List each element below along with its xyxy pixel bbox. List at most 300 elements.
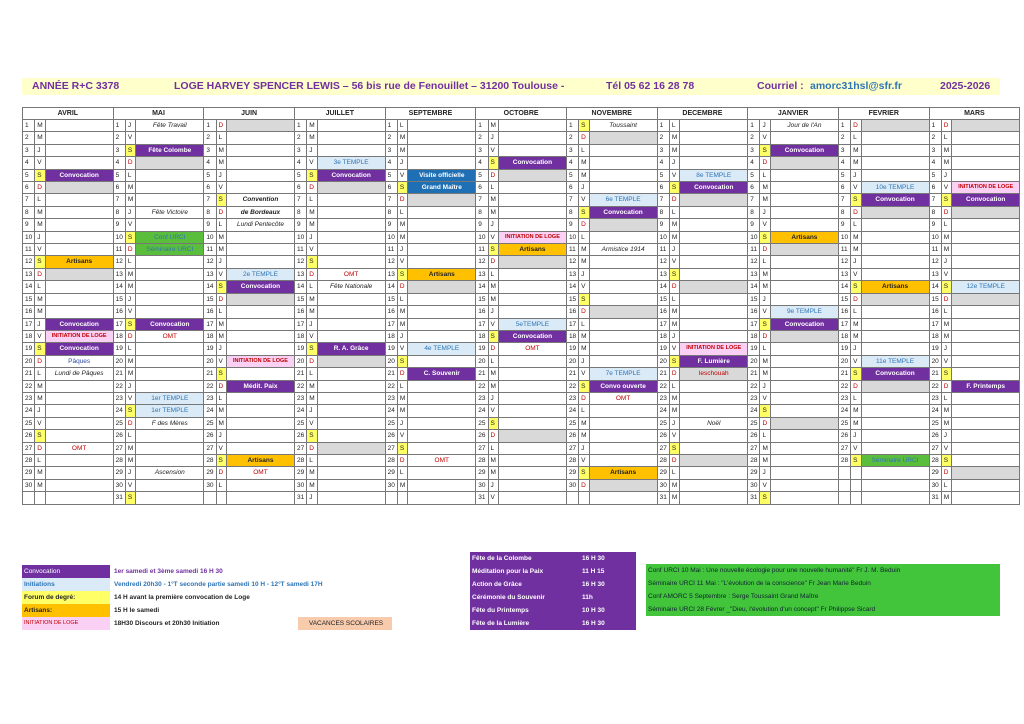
day-letter: J	[307, 318, 317, 330]
day-event	[861, 318, 929, 330]
day-event	[317, 318, 385, 330]
day-number: 7	[204, 194, 216, 206]
day-number: 16	[838, 306, 850, 318]
day-number: 27	[294, 442, 306, 454]
day-number: 24	[204, 405, 216, 417]
day-number: 16	[294, 306, 306, 318]
day-letter: L	[941, 306, 951, 318]
day-letter: J	[125, 293, 135, 305]
day-number: 7	[113, 194, 125, 206]
month-header-octobre: OCTOBRE	[476, 108, 567, 120]
day-number: 2	[23, 132, 35, 144]
day-number: 26	[748, 430, 760, 442]
day-event	[952, 442, 1020, 454]
day-letter: J	[397, 330, 407, 342]
day-number: 15	[294, 293, 306, 305]
day-event	[770, 330, 838, 342]
day-event	[498, 169, 566, 181]
day-letter: J	[851, 256, 861, 268]
day-letter: S	[760, 144, 770, 156]
day-event	[136, 355, 204, 367]
day-letter: V	[760, 306, 770, 318]
legend-text-artisans: 15 H le samedi	[114, 607, 160, 614]
day-letter: M	[760, 454, 770, 466]
day-event	[770, 169, 838, 181]
day-number: 3	[23, 144, 35, 156]
day-event	[770, 467, 838, 479]
day-event	[952, 132, 1020, 144]
day-event	[680, 132, 748, 144]
day-letter: J	[307, 231, 317, 243]
day-event: 7e TEMPLE	[589, 368, 657, 380]
day-number: 21	[476, 368, 488, 380]
legend-text-forum: 14 H avant la première convocation de Loge	[114, 594, 250, 601]
day-letter: D	[307, 182, 317, 194]
day-event	[770, 392, 838, 404]
day-event	[317, 206, 385, 218]
day-letter: J	[669, 157, 679, 169]
calendar-row	[23, 144, 1020, 156]
day-letter: M	[216, 244, 226, 256]
day-event	[861, 206, 929, 218]
day-event: INITIATION DE LOGE	[45, 330, 113, 342]
day-letter: L	[760, 169, 770, 181]
day-event	[317, 442, 385, 454]
day-number: 18	[929, 330, 941, 342]
day-event	[226, 330, 294, 342]
day-number: 7	[23, 194, 35, 206]
day-event: Fête Colombe	[136, 144, 204, 156]
day-number: 5	[476, 169, 488, 181]
day-letter: S	[941, 281, 951, 293]
day-letter: J	[125, 206, 135, 218]
day-event	[952, 206, 1020, 218]
day-letter: M	[669, 219, 679, 231]
day-event	[680, 157, 748, 169]
day-letter: J	[397, 417, 407, 429]
day-number: 26	[23, 430, 35, 442]
day-event	[589, 454, 657, 466]
day-event	[226, 417, 294, 429]
day-number: 16	[566, 306, 578, 318]
day-number: 10	[566, 231, 578, 243]
day-letter: V	[397, 343, 407, 355]
day-number: 4	[657, 157, 669, 169]
day-letter: D	[669, 368, 679, 380]
day-letter: M	[851, 144, 861, 156]
day-number: 13	[294, 268, 306, 280]
day-number: 8	[838, 206, 850, 218]
day-number: 21	[23, 368, 35, 380]
day-event: Conf URCI	[136, 231, 204, 243]
day-letter: J	[760, 293, 770, 305]
day-letter: M	[35, 206, 45, 218]
day-number: 23	[113, 392, 125, 404]
day-event	[45, 132, 113, 144]
day-number: 14	[929, 281, 941, 293]
day-letter: L	[669, 206, 679, 218]
day-event	[45, 417, 113, 429]
day-letter: J	[216, 256, 226, 268]
day-number: 3	[385, 144, 397, 156]
day-event	[136, 380, 204, 392]
day-event	[226, 144, 294, 156]
day-event	[498, 405, 566, 417]
day-number: 26	[294, 430, 306, 442]
conf-item: Conf URCI 10 Mai : Une nouvelle écologie pour une nouvelle humanité" Fr J. M. Beduin	[646, 564, 1000, 577]
calendar-row	[23, 430, 1020, 442]
day-event	[589, 442, 657, 454]
day-number: 9	[566, 219, 578, 231]
day-number	[838, 467, 850, 479]
day-event	[589, 430, 657, 442]
day-number: 5	[294, 169, 306, 181]
day-letter: S	[35, 343, 45, 355]
day-number	[838, 479, 850, 491]
day-event: de Bordeaux	[226, 206, 294, 218]
day-letter: D	[488, 169, 498, 181]
day-event: R. A. Grâce	[317, 343, 385, 355]
day-number: 3	[838, 144, 850, 156]
day-letter: L	[669, 467, 679, 479]
day-number: 21	[113, 368, 125, 380]
day-event	[770, 442, 838, 454]
day-number: 13	[838, 268, 850, 280]
day-letter: L	[216, 219, 226, 231]
day-event	[952, 144, 1020, 156]
day-number: 30	[385, 479, 397, 491]
day-number: 31	[294, 492, 306, 504]
day-letter: L	[851, 219, 861, 231]
day-letter: S	[760, 231, 770, 243]
day-number: 8	[929, 206, 941, 218]
day-event: INITIATION DE LOGE	[680, 343, 748, 355]
day-letter: M	[397, 144, 407, 156]
day-event	[136, 293, 204, 305]
day-event	[136, 256, 204, 268]
day-letter: D	[216, 380, 226, 392]
day-number: 19	[23, 343, 35, 355]
day-event: Fête Travail	[136, 120, 204, 132]
day-event	[45, 467, 113, 479]
day-letter: M	[851, 330, 861, 342]
day-event: 1er TEMPLE	[136, 405, 204, 417]
calendar-row	[23, 405, 1020, 417]
day-number: 24	[929, 405, 941, 417]
day-event: Artisans	[226, 454, 294, 466]
day-letter: L	[851, 306, 861, 318]
day-number: 12	[23, 256, 35, 268]
day-letter: M	[669, 405, 679, 417]
day-letter: L	[941, 479, 951, 491]
day-number: 6	[385, 182, 397, 194]
day-number: 17	[204, 318, 216, 330]
header-courriel-label: Courriel :	[757, 80, 804, 92]
day-event	[952, 467, 1020, 479]
day-number: 23	[204, 392, 216, 404]
day-letter: D	[307, 442, 317, 454]
day-number: 29	[929, 467, 941, 479]
month-header-mars: MARS	[929, 108, 1020, 120]
day-event	[408, 392, 476, 404]
day-number: 27	[838, 442, 850, 454]
day-letter: D	[579, 132, 589, 144]
day-event: OMT	[45, 442, 113, 454]
day-number: 8	[23, 206, 35, 218]
day-event: Noël	[680, 417, 748, 429]
day-number: 25	[929, 417, 941, 429]
day-number: 14	[657, 281, 669, 293]
day-number: 22	[204, 380, 216, 392]
day-letter: L	[216, 132, 226, 144]
day-letter: V	[216, 182, 226, 194]
day-number: 15	[929, 293, 941, 305]
day-number: 27	[748, 442, 760, 454]
day-event	[317, 144, 385, 156]
day-event	[45, 454, 113, 466]
calendar-row	[23, 467, 1020, 479]
day-letter: S	[851, 368, 861, 380]
day-number: 21	[657, 368, 669, 380]
day-number: 12	[294, 256, 306, 268]
day-letter: M	[488, 368, 498, 380]
day-event	[408, 330, 476, 342]
day-letter: S	[488, 330, 498, 342]
day-event	[136, 169, 204, 181]
day-number: 29	[748, 467, 760, 479]
day-letter: J	[35, 231, 45, 243]
day-letter: M	[307, 132, 317, 144]
day-number: 4	[113, 157, 125, 169]
day-letter: M	[669, 492, 679, 504]
day-number: 1	[385, 120, 397, 132]
day-event	[226, 405, 294, 417]
day-number: 11	[204, 244, 216, 256]
day-letter: D	[941, 380, 951, 392]
day-event	[770, 132, 838, 144]
day-letter: M	[760, 281, 770, 293]
day-number: 18	[23, 330, 35, 342]
day-event	[680, 219, 748, 231]
calendar-row	[23, 244, 1020, 256]
day-letter: L	[851, 392, 861, 404]
day-event: OMT	[408, 454, 476, 466]
day-letter: L	[669, 120, 679, 132]
calendar-row	[23, 157, 1020, 169]
day-event	[226, 368, 294, 380]
day-event	[226, 244, 294, 256]
day-letter: M	[35, 219, 45, 231]
day-event: 5eTEMPLE	[498, 318, 566, 330]
day-number: 3	[566, 144, 578, 156]
day-number: 28	[748, 454, 760, 466]
day-number: 28	[657, 454, 669, 466]
day-event	[136, 492, 204, 504]
day-event: OMT	[498, 343, 566, 355]
day-number: 30	[23, 479, 35, 491]
day-letter: L	[397, 380, 407, 392]
day-number: 12	[385, 256, 397, 268]
day-event: Convention	[226, 194, 294, 206]
day-letter: D	[760, 244, 770, 256]
day-number: 8	[748, 206, 760, 218]
day-number: 10	[385, 231, 397, 243]
day-letter: S	[125, 492, 135, 504]
day-event: Visite officielle	[408, 169, 476, 181]
day-event	[680, 306, 748, 318]
day-letter: S	[216, 454, 226, 466]
day-letter: S	[488, 244, 498, 256]
day-event	[317, 492, 385, 504]
day-number: 4	[204, 157, 216, 169]
day-event	[136, 454, 204, 466]
day-event: 11e TEMPLE	[861, 355, 929, 367]
day-number: 10	[929, 231, 941, 243]
day-event	[498, 368, 566, 380]
day-number: 27	[476, 442, 488, 454]
day-letter: M	[216, 144, 226, 156]
day-letter: L	[851, 132, 861, 144]
header-courriel[interactable]: amorc31hsl@sfr.fr	[810, 80, 902, 92]
day-event	[770, 417, 838, 429]
day-letter: M	[307, 467, 317, 479]
day-event	[952, 318, 1020, 330]
day-number: 25	[838, 417, 850, 429]
month-header-juillet: JUILLET	[294, 108, 385, 120]
day-number: 30	[476, 479, 488, 491]
day-letter	[851, 467, 861, 479]
day-event	[770, 343, 838, 355]
day-event	[861, 120, 929, 132]
day-number: 24	[476, 405, 488, 417]
day-number: 6	[838, 182, 850, 194]
fete-time: 16 H 30	[580, 617, 636, 630]
day-letter: S	[941, 454, 951, 466]
day-event	[226, 231, 294, 243]
day-event	[226, 132, 294, 144]
day-letter: M	[669, 132, 679, 144]
day-event	[770, 293, 838, 305]
day-letter: L	[488, 182, 498, 194]
day-number: 20	[23, 355, 35, 367]
day-event	[952, 330, 1020, 342]
day-event	[589, 417, 657, 429]
day-event	[498, 306, 566, 318]
calendar-row	[23, 355, 1020, 367]
day-letter: L	[125, 256, 135, 268]
day-event: Convocation	[770, 144, 838, 156]
day-letter: V	[307, 157, 317, 169]
day-event	[408, 417, 476, 429]
day-number: 20	[385, 355, 397, 367]
day-letter: M	[397, 392, 407, 404]
day-letter: J	[35, 405, 45, 417]
day-letter: V	[488, 405, 498, 417]
day-letter: S	[307, 343, 317, 355]
day-letter: L	[125, 169, 135, 181]
day-event	[861, 479, 929, 491]
day-event: Artisans	[770, 231, 838, 243]
day-number: 8	[385, 206, 397, 218]
day-letter: V	[579, 454, 589, 466]
day-number: 2	[204, 132, 216, 144]
day-number: 2	[929, 132, 941, 144]
day-event: OMT	[136, 330, 204, 342]
day-letter: L	[35, 368, 45, 380]
day-letter: S	[669, 442, 679, 454]
day-event	[45, 492, 113, 504]
day-number: 1	[476, 120, 488, 132]
day-letter: V	[851, 355, 861, 367]
day-letter: D	[35, 355, 45, 367]
day-letter: J	[941, 169, 951, 181]
day-event: Convocation	[136, 318, 204, 330]
day-number: 17	[23, 318, 35, 330]
day-event	[45, 219, 113, 231]
day-event	[952, 392, 1020, 404]
day-letter: M	[397, 405, 407, 417]
calendar-row	[23, 479, 1020, 491]
day-number	[838, 492, 850, 504]
day-number: 30	[657, 479, 669, 491]
day-event: OMT	[317, 268, 385, 280]
day-event	[317, 231, 385, 243]
day-number: 29	[657, 467, 669, 479]
day-letter: J	[488, 132, 498, 144]
day-letter: M	[488, 454, 498, 466]
day-number: 2	[385, 132, 397, 144]
day-letter: M	[851, 318, 861, 330]
day-letter: S	[579, 467, 589, 479]
day-number: 13	[748, 268, 760, 280]
day-number: 10	[113, 231, 125, 243]
day-event	[226, 293, 294, 305]
day-event	[226, 492, 294, 504]
day-event	[952, 256, 1020, 268]
day-number: 31	[657, 492, 669, 504]
day-letter: D	[216, 467, 226, 479]
day-event	[498, 442, 566, 454]
day-event	[408, 231, 476, 243]
day-event: Fête Victoire	[136, 206, 204, 218]
day-letter: L	[579, 231, 589, 243]
day-event	[952, 157, 1020, 169]
day-number: 22	[476, 380, 488, 392]
day-event	[589, 318, 657, 330]
day-event	[498, 355, 566, 367]
day-event	[317, 194, 385, 206]
day-number: 7	[566, 194, 578, 206]
day-number: 25	[566, 417, 578, 429]
day-number: 5	[748, 169, 760, 181]
day-number: 27	[385, 442, 397, 454]
day-number: 25	[385, 417, 397, 429]
header-annee: ANNÉE R+C 3378	[32, 80, 120, 92]
day-letter: L	[941, 392, 951, 404]
day-event	[952, 479, 1020, 491]
header-loge: LOGE HARVEY SPENCER LEWIS – 56 bis rue de Fenouillet – 31200 Toulouse -	[174, 80, 565, 92]
day-event	[136, 268, 204, 280]
day-number: 2	[566, 132, 578, 144]
day-letter: L	[307, 281, 317, 293]
calendar-row	[23, 120, 1020, 132]
day-event	[45, 268, 113, 280]
day-number: 11	[838, 244, 850, 256]
day-number: 20	[929, 355, 941, 367]
day-event	[861, 392, 929, 404]
day-letter: M	[488, 293, 498, 305]
day-number: 22	[838, 380, 850, 392]
